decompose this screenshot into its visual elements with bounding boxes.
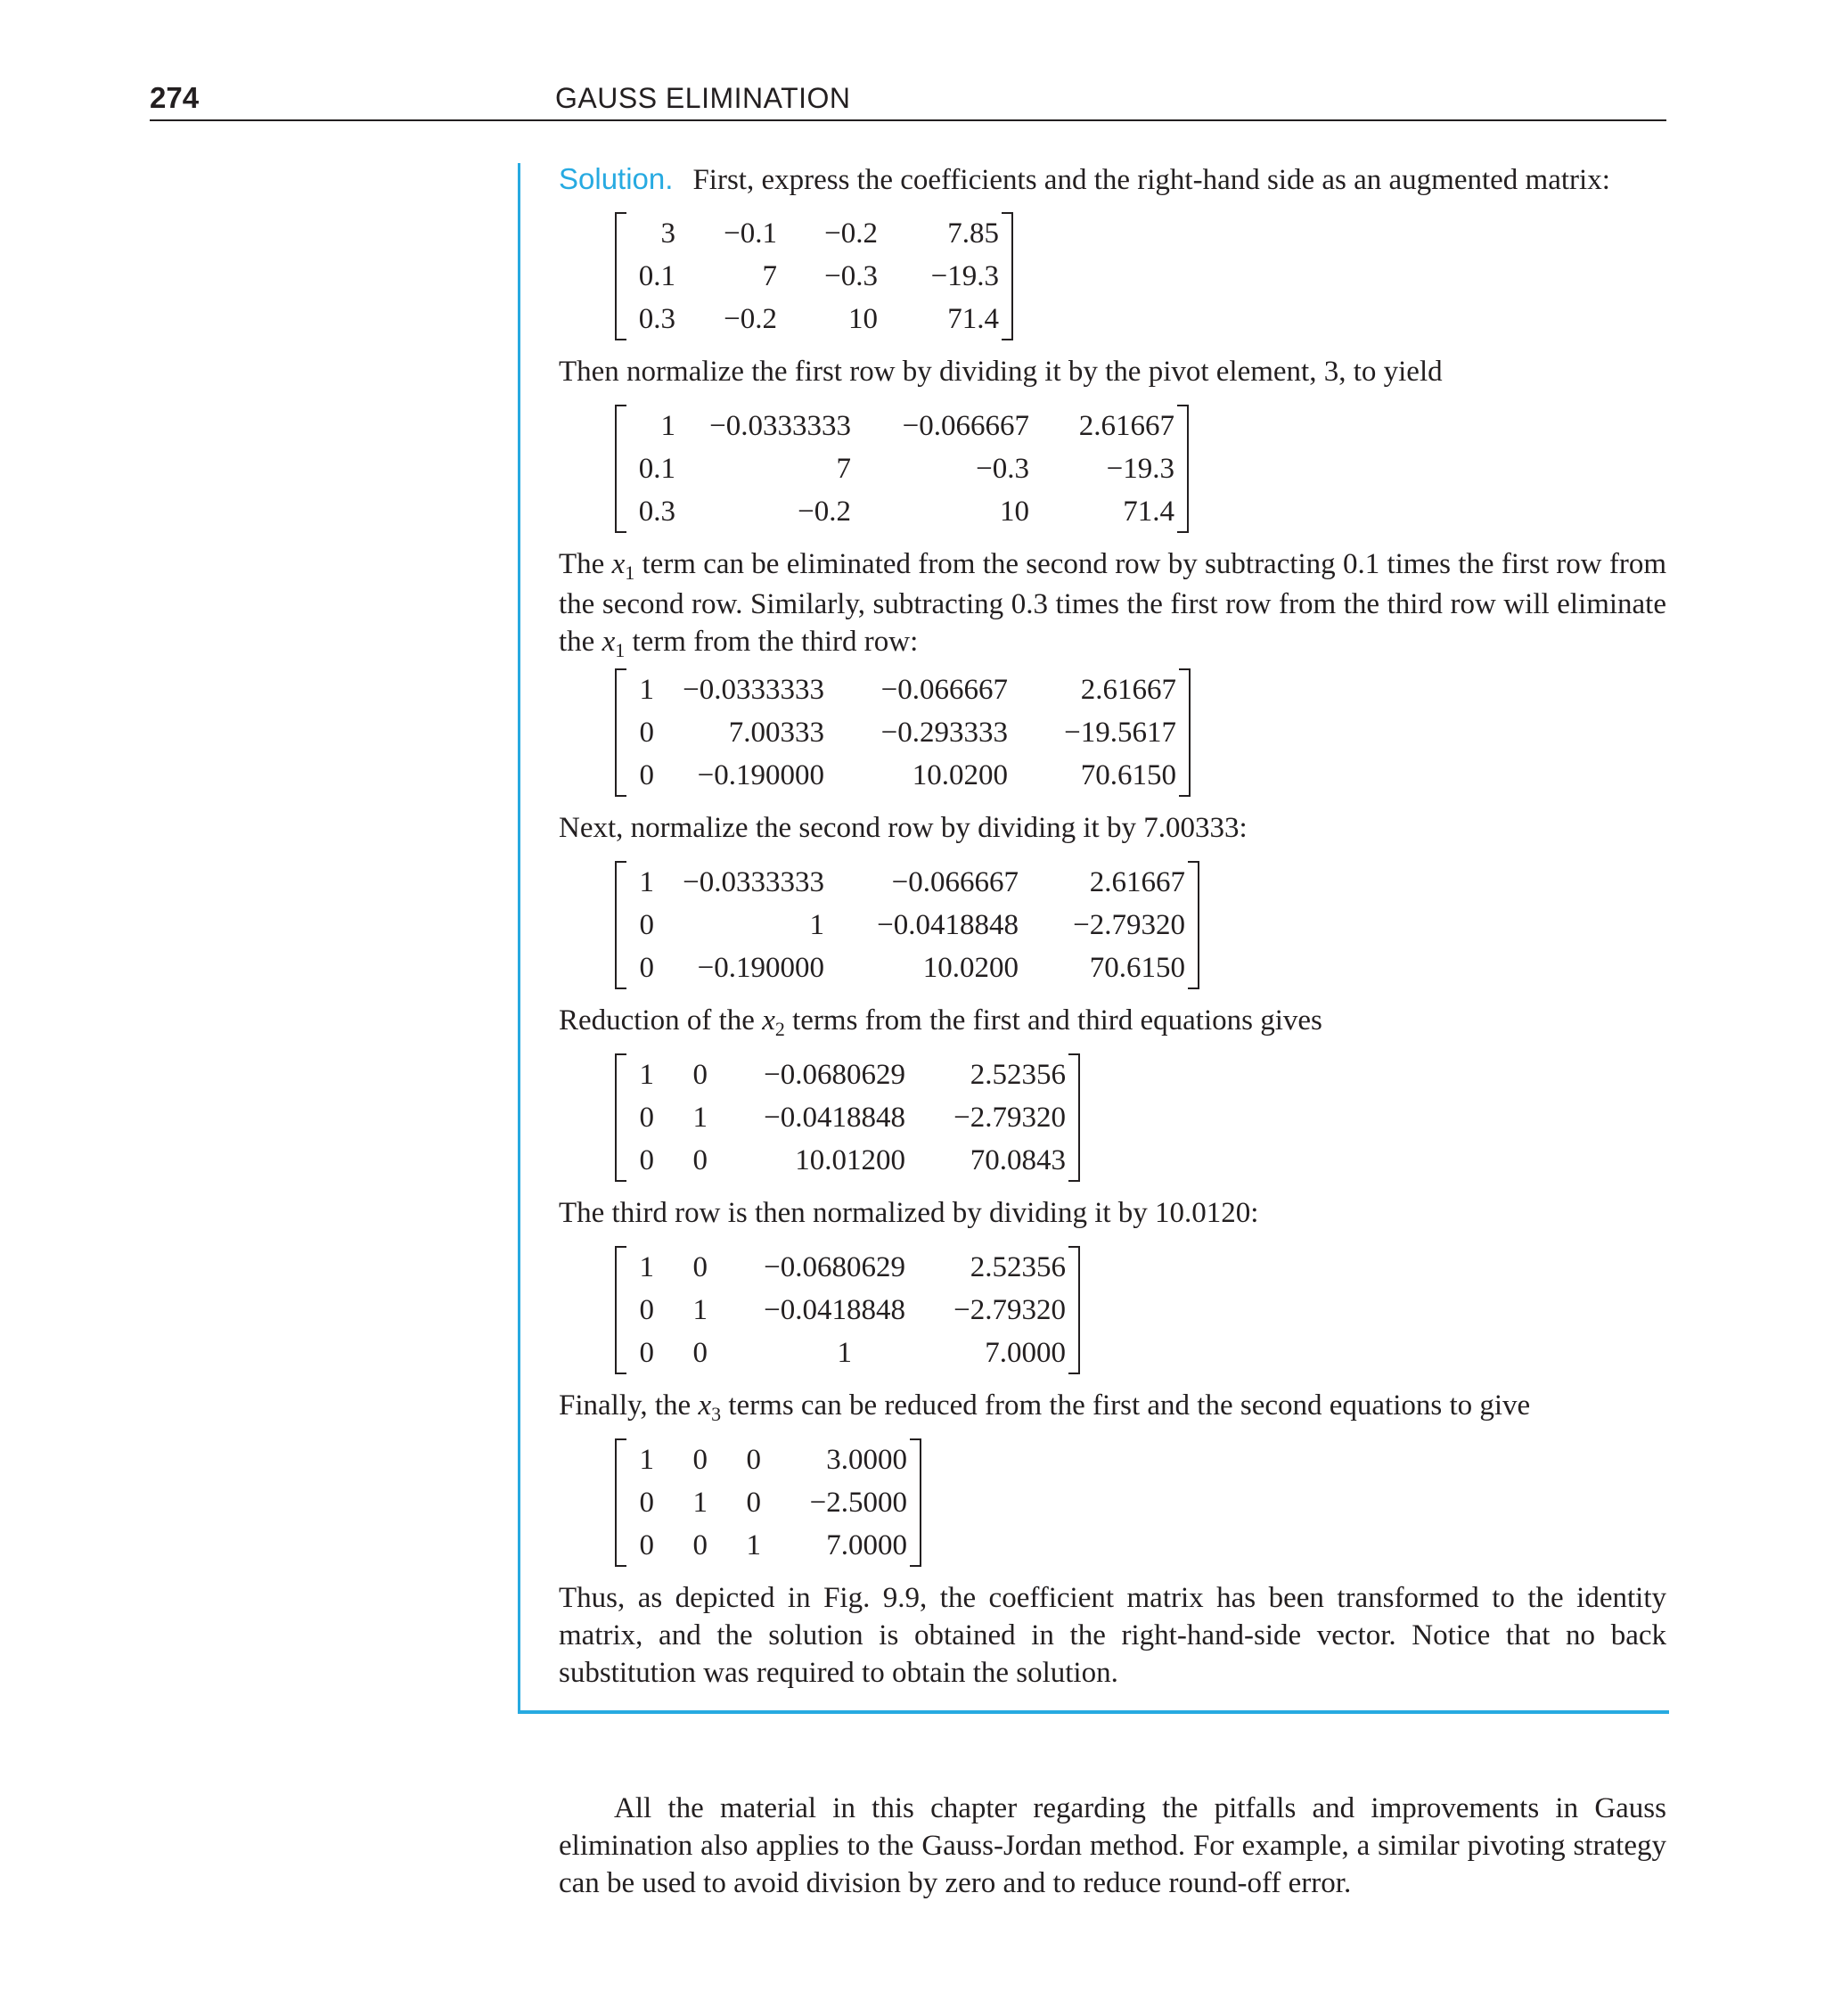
matrix-cell: 10 (848, 303, 878, 335)
matrix-cell: 0.3 (638, 496, 675, 528)
matrix-cell: 0 (639, 1337, 654, 1369)
left-bracket (615, 1246, 626, 1374)
matrix-cell: 0.1 (638, 260, 675, 292)
left-bracket (615, 405, 626, 533)
augmented-matrix-5 (615, 1053, 1080, 1182)
matrix-cell: −2.5000 (809, 1487, 907, 1519)
matrix-cell: −19.3 (1106, 453, 1174, 485)
matrix-cell: 0 (639, 1294, 654, 1326)
matrix-cell: 3 (660, 217, 675, 250)
matrix-row (629, 711, 1176, 754)
matrix-cell: 10.01200 (795, 1144, 905, 1176)
matrix-cell: −0.0680629 (764, 1251, 905, 1283)
matrix-cell: −0.0333333 (709, 410, 851, 442)
matrix-row (629, 255, 999, 298)
matrix-cell: 0.3 (638, 303, 675, 335)
matrix-cell: −0.066667 (880, 674, 1008, 706)
matrix-cell: −19.5617 (1064, 717, 1176, 749)
normalize-second-text: Next, normalize the second row by dividing it by 7.00333: (559, 812, 1248, 844)
normalize-first-text: Then normalize the first row by dividing it by the pivot element, 3, to yield (559, 356, 1443, 388)
matrix-cell: −0.0418848 (877, 909, 1019, 941)
matrix-row (629, 447, 1174, 490)
subscript: 1 (625, 561, 635, 584)
subscript: 1 (615, 639, 626, 661)
matrix-cell: 3.0000 (826, 1444, 907, 1476)
variable: x (698, 1389, 712, 1422)
text-run: term can be eliminated from the second row by subtracting 0.1 times the first row from the second row. Similarly, subtracting 0.3 times the first row from the third row will eliminate the (559, 548, 1666, 658)
matrix-row (629, 1524, 907, 1567)
matrix-cell: 0 (639, 1144, 654, 1176)
matrix-row (629, 947, 1185, 989)
matrix-cell: 1 (692, 1487, 708, 1519)
matrix-table (629, 1053, 1066, 1182)
matrix-cell: −0.066667 (891, 866, 1019, 898)
matrix-cell: 0 (746, 1444, 761, 1476)
matrix-cell: 0 (692, 1251, 708, 1283)
matrix-cell: 0 (639, 1529, 654, 1561)
right-bracket (1179, 668, 1191, 797)
matrix-row (629, 405, 1174, 447)
variable: x (611, 548, 626, 580)
matrix-cell: −2.79320 (1073, 909, 1185, 941)
matrix-cell: 0 (692, 1059, 708, 1091)
matrix-cell: −0.0333333 (683, 866, 824, 898)
matrix-cell: −0.0418848 (764, 1102, 905, 1134)
matrix-row (629, 490, 1174, 533)
matrix-table (629, 1246, 1066, 1374)
matrix-cell: 71.4 (947, 303, 999, 335)
matrix-row (629, 904, 1185, 947)
matrix-cell: −0.293333 (880, 717, 1008, 749)
matrix-cell: 7.0000 (985, 1337, 1066, 1369)
right-bracket (1068, 1246, 1080, 1374)
reduce-x3-text (559, 1387, 1666, 1427)
matrix-cell: −19.3 (930, 260, 999, 292)
matrix-cell: 1 (809, 909, 824, 941)
matrix-row (629, 1246, 1066, 1289)
matrix-cell: 1 (639, 1444, 654, 1476)
matrix-cell: 10.0200 (912, 759, 1008, 791)
matrix-cell: 1 (660, 410, 675, 442)
matrix-cell: 2.61667 (1078, 410, 1174, 442)
matrix-cell: 70.6150 (1089, 952, 1185, 984)
augmented-matrix-3 (615, 668, 1191, 797)
matrix-row (629, 1289, 1066, 1332)
matrix-cell: 0 (692, 1337, 708, 1369)
matrix-cell: −0.1 (724, 217, 777, 250)
normalize-third-text: The third row is then normalized by dividing it by 10.0120: (559, 1197, 1259, 1229)
closing-paragraph: All the material in this chapter regarding the pitfalls and improvements in Gauss elimination also applies to the Gauss-Jordan method. For example, a similar pivoting strategy can be used to avoid division by zero and to reduce round-off error. (559, 1792, 1666, 1899)
matrix-cell: −2.79320 (953, 1294, 1066, 1326)
left-bracket (615, 1053, 626, 1182)
matrix-table (629, 861, 1185, 989)
conclusion-text: Thus, as depicted in Fig. 9.9, the coefficient matrix has been transformed to the identity matrix, and the solution is obtained in the right-hand-side vector. Notice that no back substitution was required to obtain the solution. (559, 1582, 1666, 1689)
matrix-cell: 0 (639, 952, 654, 984)
eliminate-x1-text (559, 545, 1666, 663)
right-bracket (1002, 212, 1013, 340)
solution-intro (559, 160, 1666, 199)
matrix-cell: 1 (746, 1529, 761, 1561)
matrix-cell: −0.3 (824, 260, 878, 292)
matrix-row (629, 1139, 1066, 1182)
matrix-cell: 0 (639, 1102, 654, 1134)
matrix-row (629, 668, 1176, 711)
matrix-cell: 0 (639, 717, 654, 749)
matrix-table (629, 405, 1174, 533)
matrix-cell: 1 (639, 1251, 654, 1283)
reduce-x2-text (559, 1002, 1666, 1042)
matrix-cell: 0 (639, 909, 654, 941)
matrix-cell: 10.0200 (922, 952, 1019, 984)
page-header (150, 80, 1666, 121)
text-run: Reduction of the (559, 1004, 763, 1037)
matrix-cell: −0.190000 (697, 952, 824, 984)
matrix-cell: 2.52356 (970, 1059, 1066, 1091)
matrix-table (629, 668, 1176, 797)
matrix-cell: −0.066667 (902, 410, 1029, 442)
matrix-cell: 1 (692, 1102, 708, 1134)
augmented-matrix-6 (615, 1246, 1080, 1374)
matrix-cell: 71.4 (1123, 496, 1174, 528)
matrix-row (629, 1332, 1066, 1374)
matrix-row (629, 754, 1176, 797)
matrix-cell: 2.61667 (1089, 866, 1185, 898)
matrix-cell: 70.6150 (1080, 759, 1176, 791)
matrix-cell: 10 (1000, 496, 1029, 528)
matrix-cell: 0 (639, 1487, 654, 1519)
matrix-cell: −2.79320 (953, 1102, 1066, 1134)
variable: x (602, 626, 616, 658)
matrix-cell: 7 (762, 260, 777, 292)
matrix-cell: 1 (692, 1294, 708, 1326)
running-head: GAUSS ELIMINATION (555, 82, 851, 114)
text-run: terms from the first and third equations gives (784, 1004, 1322, 1037)
matrix-cell: 7.85 (947, 217, 999, 250)
matrix-cell: 2.61667 (1080, 674, 1176, 706)
subscript: 3 (711, 1403, 722, 1425)
text-run: terms can be reduced from the first and the second equations to give (721, 1389, 1531, 1422)
matrix-cell: −0.0680629 (764, 1059, 905, 1091)
matrix-cell: −0.2 (824, 217, 878, 250)
matrix-cell: 1 (837, 1337, 852, 1369)
augmented-matrix-1 (615, 212, 1013, 340)
text-run: The (559, 548, 612, 580)
right-bracket (1068, 1053, 1080, 1182)
matrix-cell: 0 (692, 1529, 708, 1561)
variable: x (762, 1004, 775, 1037)
matrix-row (629, 1481, 907, 1524)
matrix-row (629, 212, 999, 255)
matrix-row (629, 1438, 907, 1481)
augmented-matrix-4 (615, 861, 1199, 989)
right-bracket (1177, 405, 1189, 533)
matrix-table (629, 212, 999, 340)
matrix-row (629, 1053, 1066, 1096)
matrix-cell: 0 (692, 1144, 708, 1176)
matrix-cell: −0.190000 (697, 759, 824, 791)
matrix-cell: 0 (692, 1444, 708, 1476)
matrix-cell: 1 (639, 866, 654, 898)
matrix-cell: 1 (639, 1059, 654, 1091)
left-bracket (615, 861, 626, 989)
left-bracket (615, 668, 626, 797)
matrix-cell: 1 (639, 674, 654, 706)
right-bracket (1188, 861, 1199, 989)
matrix-table (629, 1438, 907, 1567)
text-run: term from the third row: (625, 626, 919, 658)
matrix-cell: −0.3 (976, 453, 1029, 485)
page-number: 274 (150, 81, 200, 114)
text-run: Finally, the (559, 1389, 699, 1422)
solution-label: Solution. (559, 162, 674, 195)
matrix-row (629, 1096, 1066, 1139)
matrix-cell: 0 (639, 759, 654, 791)
matrix-cell: −0.2 (798, 496, 851, 528)
left-bracket (615, 212, 626, 340)
matrix-row (629, 861, 1185, 904)
matrix-cell: 7.0000 (826, 1529, 907, 1561)
matrix-cell: 7 (836, 453, 851, 485)
matrix-cell: 0.1 (638, 453, 675, 485)
matrix-cell: −0.2 (724, 303, 777, 335)
intro-text: First, express the coefficients and the right-hand side as an augmented matrix: (692, 164, 1610, 196)
matrix-cell: 2.52356 (970, 1251, 1066, 1283)
augmented-matrix-2 (615, 405, 1189, 533)
matrix-cell: 0 (746, 1487, 761, 1519)
matrix-cell: −0.0333333 (683, 674, 824, 706)
matrix-row (629, 298, 999, 340)
matrix-cell: −0.0418848 (764, 1294, 905, 1326)
subscript: 2 (774, 1018, 785, 1040)
augmented-matrix-7 (615, 1438, 921, 1567)
matrix-cell: 70.0843 (970, 1144, 1066, 1176)
left-bracket (615, 1438, 626, 1567)
right-bracket (910, 1438, 921, 1567)
matrix-cell: 7.00333 (728, 717, 824, 749)
